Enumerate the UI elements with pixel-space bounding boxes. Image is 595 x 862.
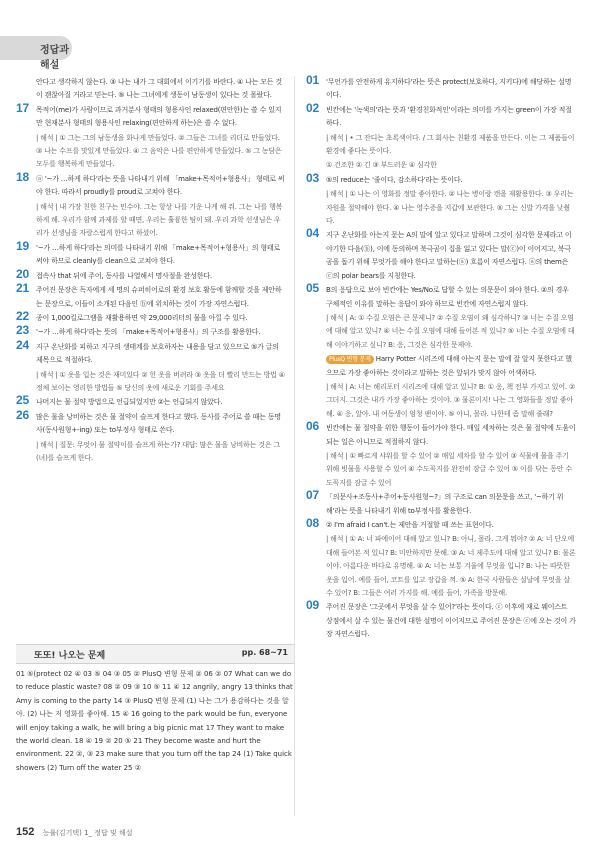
translation-note: | 해석 | ① A: 너 파에이어 대해 알고 있니? B: 아니, 몰라. 그게 뭐야? ② A: 너 단오에 대해 들어본 적 있니? B: 미안하지만 못해. ③ A: 너 제주도에 대해 알고 있니? B: 물론이야. 아름다운 바다로 유명해. ④ A: 너는 보통 겨울에 무엇을 입니? B: 나는 따뜻한 옷을 입어. 예를 들어, 코트를 입고 장갑을 껴. ⑤ A: 한국 사람들은 설날에 무엇을 살 수 있어? B: 그들은 여러 가지를 해. 예를 들어, 가족을 방문해. bbox=[326, 535, 576, 598]
question-item bbox=[306, 598, 576, 641]
question-explanation: 주어진 문장은 '그곳에서 무엇을 살 수 있어?'라는 뜻이다. ⓒ 이후에 재로 웨이스트 상점에서 살 수 있는 물건에 대한 설명이 이어지므로 주어진 문장은 ⓒ에 오는 것이 가장 자연스럽다. bbox=[326, 603, 576, 639]
question-number: 02 bbox=[306, 100, 319, 115]
question-number: 18 bbox=[16, 169, 29, 184]
plusq-badge: PlusQ 변형 문제 bbox=[326, 355, 374, 364]
question-explanation: 나머지는 물 절약 방법으로 언급되었지만 ②는 언급되지 않았다. bbox=[36, 398, 223, 407]
question-number: 20 bbox=[16, 266, 29, 281]
text-block: 안다고 생각하지 않는다. ③ 나는 내가 그 대회에서 이기기를 바란다. ④ 나는 모든 것이 괜찮아질 거라고 믿는다. ⑤ 나는 그녀에게 생동이 남동생이 있다는 것 몰랐다. bbox=[36, 78, 282, 100]
question-explanation: 목적어(me)가 사람이므로 과거분사 형태의 형용사인 relaxed(편안한)는 쓸 수 있지만 현재분사 형태의 형용사인 relaxing(편안하게 하는)은 쓸 수 없다. bbox=[36, 105, 282, 128]
question-number: 08 bbox=[306, 516, 319, 530]
question-item bbox=[306, 281, 576, 311]
question-item bbox=[16, 337, 286, 368]
translation-note: | 해석 | • 그 잔디는 초록색이다. / 그 회사는 친환경 제품을 만든다. 이는 그 제품들이 환경에 좋다는 뜻이다. bbox=[326, 133, 575, 156]
question-number: 06 bbox=[306, 419, 319, 434]
question-explanation: 접속사 that 뒤에 주어, 동사를 나열해서 명사절을 완성한다. bbox=[36, 271, 213, 280]
plusq-text: Harry Potter 시리즈에 대해 아는지 묻는 말에 잘 알지 못한다고 했으므로 가장 좋아하는 것이라고 말하는 것은 앞뒤가 맞지 않아 어색하다. bbox=[326, 355, 572, 377]
question-explanation: 종이 1,000킬로그램을 재활용하면 약 29,000리터의 물을 아낄 수 있다. bbox=[36, 313, 248, 322]
question-explanation: 「의문사+조동사+주어+동사원형~?」의 구조로 can 의문문을 쓰고, '~하기 위해'라는 뜻을 나타내기 위해 to부정사를 활용한다. bbox=[326, 493, 564, 515]
question-number: 21 bbox=[16, 281, 29, 296]
question-number: 17 bbox=[16, 100, 29, 115]
question-explanation: ② I'm afraid I can't.는 제안을 거절할 때 쓰는 표현이다. bbox=[326, 521, 494, 529]
translation-note: ① 건조한 ② 긴 ③ 부드러운 ④ 심각한 bbox=[326, 161, 437, 170]
translation-note: | 해석 | A: 너는 해리포터 시리즈에 대해 알고 있니? B: ① 응, 책 전부 가지고 있어. ② 그더지. 그것은 내가 가장 좋아하는 것이야. ③ 물론이지! 나는 그 영화들을 정말 좋아해. ④ 응, 알아. 내 여동생이 엄청 팬이야. ⑤ 아니, 몰라. 나한테 좀 말해 줄래? bbox=[326, 382, 576, 418]
question-number: 24 bbox=[16, 337, 29, 352]
question-number: 04 bbox=[306, 226, 319, 241]
question-item bbox=[16, 308, 286, 325]
question-item bbox=[306, 226, 576, 283]
question-explanation: '~가 …하게 하다'라는 뜻의 「make+목적어+형용사」의 구조를 활용한다. bbox=[36, 328, 261, 337]
question-explanation: ⓐ '~가 …하게 하다'라는 뜻을 나타내기 위해 「make+목적어+형용사」 형태로 써야 한다. 따라서 proudly를 proud로 고쳐야 한다. bbox=[36, 174, 285, 197]
plusq-item bbox=[306, 353, 576, 380]
question-explanation: 빈칸에는 '녹색의'라는 뜻과 '환경친화적인'이라는 의미를 가지는 green이 가장 적절하다. bbox=[326, 105, 572, 128]
translation-note: | 해석 | ① 빠르게 샤워를 할 수 있어 ② 매일 세차를 할 수 있어 ③ 식물에 물을 주기 위해 빗물을 사용할 수 있어 ④ 수도꼭지를 완전히 잠글 수 있어 ⑤ 이를 닦는 동안 수도꼭지를 잠글 수 있어 bbox=[326, 451, 572, 487]
column-divider bbox=[294, 76, 295, 816]
question-explanation: '무언가를 안전하게 유지하다'라는 뜻은 protect(보호하다, 지키다)에 해당하는 설명이다. bbox=[326, 78, 572, 100]
question-explanation: 지구 온난화를 피하고 지구의 생태계를 보호하자는 내용을 담고 있으므로 ⑤가 글의 제목으로 적절하다. bbox=[36, 342, 279, 365]
header-label: 정답과 해설 bbox=[40, 45, 69, 71]
question-item bbox=[306, 516, 576, 532]
question-item bbox=[16, 393, 286, 409]
translation-note: | 해석 | 질문: 무엇이 물 절약이를 슬프게 하는가? 대답: 많은 물을 낭비하는 것은 그(녀)를 슬프게 한다. bbox=[36, 440, 280, 462]
question-item bbox=[306, 170, 576, 187]
footer bbox=[16, 826, 133, 838]
section-title-bar bbox=[16, 644, 294, 664]
translation-note: | 해석 | 내 가장 친한 친구는 민수야. 그는 항상 나를 기운 나게 해 줘. 그는 나를 행복하게 해. 우리가 함께 과제를 할 때면, 우리는 훌륭한 팀이 돼. 우리 과학 선생님은 우리가 선생님을 자랑스럽게 한다고 하셨어. bbox=[36, 202, 283, 238]
question-explanation: B의 응답으로 보아 빈칸에는 Yes/No로 답할 수 있는 의문문이 와야 한다. ②의 경우 구체적인 이유를 말하는 응답이 와야 하므로 빈칸에 자연스럽지 않다. bbox=[326, 286, 569, 308]
question-item bbox=[16, 266, 286, 283]
question-item bbox=[16, 238, 286, 269]
question-item bbox=[16, 100, 286, 131]
section-pages: pp. 68~71 bbox=[241, 648, 288, 657]
question-number: 03 bbox=[306, 170, 319, 185]
question-number: 07 bbox=[306, 488, 319, 503]
header-tab bbox=[0, 36, 72, 71]
question-number: 22 bbox=[16, 308, 29, 323]
left-column bbox=[16, 76, 286, 466]
question-item bbox=[306, 419, 576, 449]
question-explanation: 주어진 문장은 독자에게 세 명의 슈퍼히어로의 환경 보호 활동에 함께할 것을 제안하는 문장으로, 이들이 소개된 다음인 ⓑ에 위치하는 것이 가장 자연스럽다. bbox=[36, 286, 282, 308]
question-number: 26 bbox=[16, 407, 29, 422]
question-item bbox=[16, 169, 286, 200]
book-title: 능률(김기택) 1_ 정답 및 해설 bbox=[42, 829, 133, 837]
question-number: 23 bbox=[16, 323, 29, 338]
question-item bbox=[16, 407, 286, 438]
question-explanation: 빈칸에는 물 절약을 위한 행동이 들어가야 한다. 매일 세차하는 것은 물 절약에 도움이 되는 일은 아니므로 적절하지 않다. bbox=[326, 424, 576, 446]
question-item bbox=[16, 281, 286, 311]
translation-note: | 해석 | ① 그는 그의 남동생을 화나게 만들었다. ② 그들은 그녀를 리더로 만들었다. ③ 나는 수프를 맛있게 만들었다. ④ 그 음악은 나를 편안하게 만들었다. ⑤ 그 농담은 모두를 행복하게 만들었다. bbox=[36, 133, 282, 169]
question-item bbox=[306, 73, 576, 103]
question-number: 05 bbox=[306, 281, 319, 296]
question-number: 25 bbox=[16, 393, 29, 408]
translation-note: | 해석 | A: ① 수질 오염은 큰 문제니? ② 수질 오염이 왜 심각하니? ③ 너는 수질 오염에 대해 알고 있니? ④ 너는 수질 오염에 대해 들어본 적 있니? ⑤ 너는 수질 오염에 대해 이야기하고 싶니? B: 응, 그것은 심각한 문제야. bbox=[326, 313, 575, 349]
section-title: 또또! 나오는 문제 bbox=[34, 651, 106, 661]
question-explanation: ⑤의 reduce는 '줄이다, 감소하다'라는 뜻이다. bbox=[326, 175, 463, 184]
answer-key: 01 ⑤(protect 02 ④ 03 ⑤ 04 ③ 05 ② PlusQ 변형 문제 ② 06 ② 07 What can we do to reduce plastic waste? 08 ② 09 ③ 10 ⑤ 11 ④ 12 angrily, angry 13 thinks that Amy is coming to the party 14 ③ PlusQ 변형 문제 (1) 나는 그가 용감하다는 것을 알아. (2) 나는 저 영화를 좋아해. 15 ④ 16 going to the park would be fun, everyone will enjoy taking a walk, he will bring a big picnic mat 17 They want to make the world clean. 18 ④ 19 ② 20 ⑤ 21 They become waste and hurt the environment. 22 ②, ③ 23 make sure that you turn off the tap 24 (1) Take quick showers (2) Turn off the water 25 ② bbox=[16, 670, 293, 772]
question-number: 19 bbox=[16, 238, 29, 253]
question-number: 01 bbox=[306, 73, 319, 87]
question-explanation: 많은 물을 낭비하는 것은 물 절약이 슬프게 한다고 했다. 동사를 주어로 쓸 때는 동명사(동사원형+-ing) 또는 to부정사 형태로 쓴다. bbox=[36, 412, 281, 435]
translation-note: | 해석 | ① 옷을 입는 것은 재미있다 ② 헌 옷을 버려라 ③ 옷을 더 빨리 만드는 방법 ④ 정체 보이는 영리한 방법들 ⑤ 당신의 옷에 새로운 기회를 주세요 bbox=[36, 370, 285, 392]
question-item bbox=[306, 100, 576, 131]
right-column bbox=[306, 73, 576, 643]
question-explanation: 지구 온난화를 아는지 묻는 A의 말에 알고 있다고 말하며 그것이 심각한 문제라고 이야기한 다음(ⓑ), 이에 동의하며 북극곰이 집을 잃고 있다는 말(ⓒ)이 이어지고, 북극곰을 돕기 위해 무엇가를 해야 한다고 말하는(ⓐ) 흐름이 자연스럽다. ⓐ의 them은 ⓒ의 polar bears를 지칭한다. bbox=[326, 231, 572, 280]
header-bar bbox=[0, 0, 595, 44]
translation-note: | 해석 | ① 나는 이 영화를 정말 좋아한다. ② 나는 병이랑 캔을 재활용한다. ③ 우리는 자원을 절약해야 한다. ④ 나는 영수증을 지갑에 보관한다. ⑤ 그는 신발 가격을 낮췄다. bbox=[326, 190, 574, 226]
question-number: 09 bbox=[306, 598, 319, 613]
question-item bbox=[306, 488, 576, 518]
question-explanation: '~가 …하게 하다'라는 의미를 나타내기 위해 「make+목적어+형용사」의 형태로 써야 하므로 cleanly를 clean으로 고쳐야 한다. bbox=[36, 243, 281, 266]
question-item bbox=[16, 323, 286, 339]
page-number: 152 bbox=[16, 826, 35, 838]
